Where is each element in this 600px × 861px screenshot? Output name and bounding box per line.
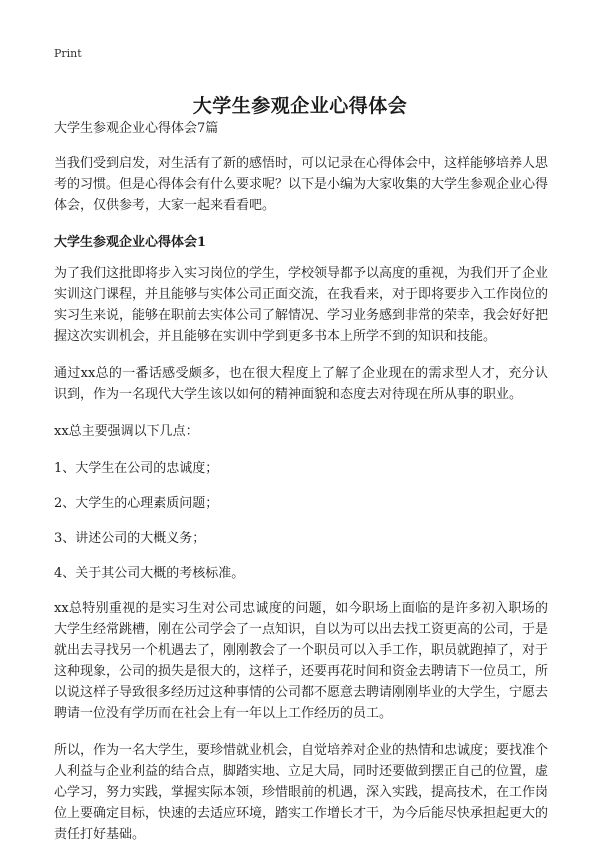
closing-paragraph-2: 所以，作为一名大学生，要珍惜就业机会，自觉培养对企业的热情和忠诚度；要找准个人利益与企业利益的结合点，脚踏实地、立足大局，同时还要做到摆正自己的位置，虚心学习，努力实践，掌握实际本领，珍惜眼前的机遇，深入实践，提高技术，在工作岗位上要确定目标，快速的去适应环境，踏实工作增长才干，为今后能尽快承担起更大的责任打好基础。 <box>54 743 549 842</box>
print-label[interactable]: Print <box>54 47 82 60</box>
closing-paragraph-1: xx总特别重视的是实习生对公司忠诚度的问题，如今职场上面临的是许多初入职场的大学生经常跳槽，刚在公司学会了一点知识，自以为可以出去找工资更高的公司，于是就出去寻找另一个机遇去了，刚刚教会了一个职员可以入手工作，职员就跑掉了，对于这种现象，公司的损失是很大的，这样子，还要再花时间和资金去聘请下一位员工，所以说这样子导致很多经历过这种事情的公司都不愿意去聘请刚刚毕业的大学生，宁愿去聘请一位没有学历而在社会上有一年以上工作经历的员工。 <box>54 601 549 721</box>
document-subtitle: 大学生参观企业心得体会7篇 <box>54 121 219 136</box>
paragraph-1: 为了我们这批即将步入实习岗位的学生，学校领导都予以高度的重视，为我们开了企业实训这门课程，并且能够与实体公司正面交流，在我看来，对于即将要步入工作岗位的实习生来说，能够在职前去实体公司了解情况、学习业务感到非常的荣幸，我会好好把握这次实训机会，并且能够在实训中学到更多书本上所学不到的知识和技能。 <box>54 266 549 344</box>
paragraph-3: xx总主要强调以下几点： <box>54 424 199 439</box>
page-title: 大学生参观企业心得体会 <box>192 94 408 117</box>
list-item: 3、讲述公司的大概义务； <box>54 531 206 546</box>
paragraph-2: 通过xx总的一番话感受颇多，也在很大程度上了解了企业现在的需求型人才，充分认识到，作为一名现代大学生该以如何的精神面貌和态度去对待现在所从事的职业。 <box>54 366 548 402</box>
list-item: 4、关于其公司大概的考核标准。 <box>54 566 245 581</box>
section-heading: 大学生参观企业心得体会1 <box>54 235 207 250</box>
document-body <box>54 118 548 861</box>
list-item: 2、大学生的心理素质问题； <box>54 496 219 511</box>
list-item: 1、大学生在公司的忠诚度； <box>54 461 219 476</box>
intro-paragraph: 当我们受到启发，对生活有了新的感悟时，可以记录在心得体会中，这样能够培养人思考的习惯。但是心得体会有什么要求呢？以下是小编为大家收集的大学生参观企业心得体会，仅供参考，大家一起来看看吧。 <box>54 156 549 213</box>
